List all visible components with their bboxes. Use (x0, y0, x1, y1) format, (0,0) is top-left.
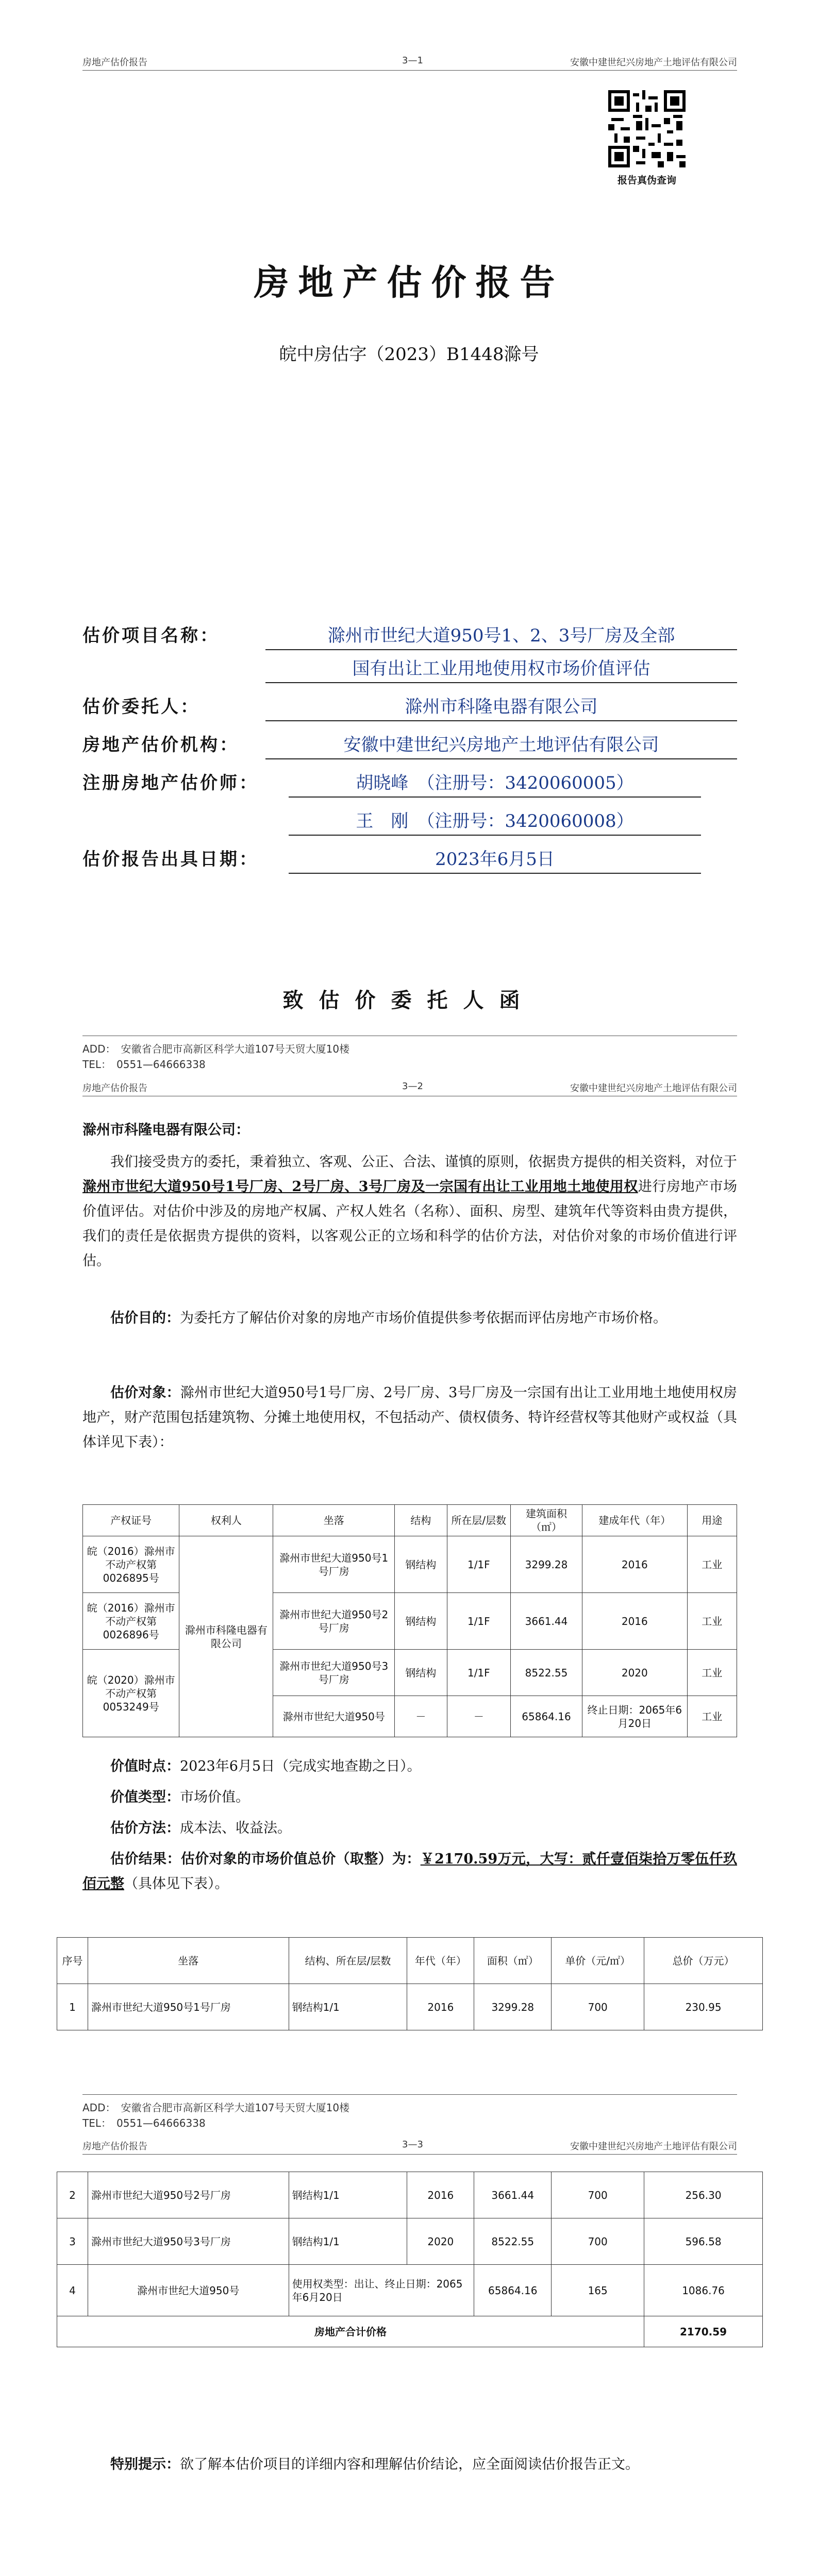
cell: 2016 (407, 1984, 474, 2030)
cell: 230.95 (644, 1984, 763, 2030)
column-header: 建筑面积（㎡） (510, 1505, 582, 1536)
cell: 滁州市世纪大道950号1号厂房 (88, 1984, 289, 2030)
cell-use: 工业 (687, 1650, 737, 1696)
cell-use: 工业 (687, 1593, 737, 1650)
cell: 滁州市世纪大道950号3号厂房 (88, 2218, 289, 2265)
cell: 2020 (407, 2218, 474, 2265)
valuation-table-continued (57, 2172, 763, 2347)
cover-row-date (82, 846, 737, 873)
cover-label: 估价项目名称： (82, 625, 220, 646)
letter-paragraph-1 (82, 1150, 737, 1274)
cover-value: 安徽中建世纪兴房地产土地评估有限公司 (265, 732, 737, 759)
cell-structure: 钢结构 (395, 1536, 447, 1593)
header-page-number: 3—1 (402, 55, 423, 66)
cell: 65864.16 (474, 2265, 552, 2316)
p1-highlight: 滁州市世纪大道950号1号厂房、2号厂房、3号厂房及一宗国有出让工业用地土地使用权 (82, 1179, 638, 1195)
cell-year: 2016 (582, 1536, 687, 1593)
cover-value: 2023年6月5日 (289, 846, 701, 874)
column-header: 结构、所在层/层数 (289, 1938, 407, 1984)
cell-location: 滁州市世纪大道950号1号厂房 (273, 1536, 395, 1593)
cover-row-appraiser (82, 770, 737, 796)
column-header: 序号 (57, 1938, 88, 1984)
cell: 钢结构1/1 (289, 2218, 407, 2265)
cell: 700 (552, 2218, 644, 2265)
cell-owner: 滁州市科隆电器有限公司 (179, 1536, 273, 1737)
cell-year: 2020 (582, 1650, 687, 1696)
object-text: 滁州市世纪大道950号1号厂房、2号厂房、3号厂房及一宗国有出让工业用地土地使用权房地产，财产范围包括建筑物、分摊土地使用权，不包括动产、债权债务、特许经营权等其他财产或权益（具体详见下表）： (82, 1385, 738, 1450)
value-time (82, 1754, 737, 1779)
cell: 3299.28 (474, 1984, 552, 2030)
cover-label: 房地产估价机构： (82, 735, 239, 755)
total-label: 房地产合计价格 (57, 2316, 644, 2347)
table-row (57, 2218, 763, 2265)
cell: 钢结构1/1 (289, 1984, 407, 2030)
cover-row-project-cont (82, 655, 737, 682)
special-note (82, 2452, 737, 2477)
cell-structure: － (395, 1696, 447, 1737)
page-header (82, 49, 737, 71)
column-header: 年代（年） (407, 1938, 474, 1984)
column-header: 坐落 (273, 1505, 395, 1536)
cell-cert: 皖（2020）滁州市不动产权第0053249号 (83, 1650, 179, 1737)
cell: 8522.55 (474, 2218, 552, 2265)
cover-value: 国有出让工业用地使用权市场价值评估 (265, 655, 737, 683)
property-table (82, 1504, 737, 1737)
value-time-text: 2023年6月5日（完成实地查勘之日）。 (180, 1758, 421, 1774)
cell-floor: 1/1F (447, 1536, 510, 1593)
footer-address: ADD： 安徽省合肥市高新区科学大道107号天贸大厦10楼 (82, 1043, 350, 1055)
column-header: 所在层/层数 (447, 1505, 510, 1536)
table-row (57, 2172, 763, 2218)
cell: 滁州市世纪大道950号2号厂房 (88, 2172, 289, 2218)
column-header: 面积（㎡） (474, 1938, 552, 1984)
value-time-label: 价值时点： (110, 1758, 180, 1774)
table-header-row (83, 1505, 737, 1536)
header-left: 房地产估价报告 (82, 2141, 147, 2152)
footer-tel: TEL： 0551—64666338 (82, 2117, 206, 2129)
page-header (82, 1075, 737, 1096)
cover-row-appraiser-2 (82, 808, 737, 835)
qr-code-icon (608, 90, 686, 167)
cell: 3661.44 (474, 2172, 552, 2218)
p1-text: 我们接受贵方的委托，秉着独立、客观、公正、合法、谨慎的原则，依据贵方提供的相关资料，对位于 (110, 1154, 737, 1170)
letter-title: 致估价委托人函 (282, 988, 536, 1012)
report-number: 皖中房估字（2023）B1448滁号 (279, 344, 539, 365)
header-left: 房地产估价报告 (82, 57, 147, 68)
cell: 滁州市世纪大道950号 (88, 2265, 289, 2316)
column-header: 产权证号 (83, 1505, 179, 1536)
cell-cert: 皖（2016）滁州市不动产权第0026896号 (83, 1593, 179, 1650)
table-row (83, 1536, 737, 1593)
value-type-label: 价值类型： (110, 1789, 180, 1805)
cell: 2 (57, 2172, 88, 2218)
column-header: 建成年代（年） (582, 1505, 687, 1536)
cell: 596.58 (644, 2218, 763, 2265)
report-title: 房地产估价报告 (254, 262, 564, 303)
header-right: 安徽中建世纪兴房地产土地评估有限公司 (570, 2141, 737, 2152)
header-page-number: 3—2 (402, 1081, 423, 1092)
letter-addressee: 滁州市科隆电器有限公司： (82, 1122, 249, 1138)
cell-structure: 钢结构 (395, 1650, 447, 1696)
cell-floor: － (447, 1696, 510, 1737)
cover-value: 滁州市世纪大道950号1、2、3号厂房及全部 (265, 622, 737, 650)
cell: 1 (57, 1984, 88, 2030)
cover-row-client (82, 693, 737, 720)
cell-area: 3661.44 (510, 1593, 582, 1650)
special-note-label: 特别提示： (110, 2456, 180, 2472)
special-note-text: 欲了解本估价项目的详细内容和理解估价结论，应全面阅读估价报告正文。 (180, 2456, 639, 2472)
header-page-number: 3—3 (402, 2139, 423, 2150)
cell: 1086.76 (644, 2265, 763, 2316)
page-footer (82, 1036, 737, 1072)
cell-year: 2016 (582, 1593, 687, 1650)
cell: 4 (57, 2265, 88, 2316)
cell-location: 滁州市世纪大道950号 (273, 1696, 395, 1737)
page-header (82, 2133, 737, 2155)
header-left: 房地产估价报告 (82, 1083, 147, 1094)
cover-label: 估价报告出具日期： (82, 849, 259, 870)
cell-area: 65864.16 (510, 1696, 582, 1737)
cover-value: 胡晓峰 （注册号：3420060005） (289, 770, 701, 798)
object-label: 估价对象： (110, 1385, 180, 1401)
table-header-row (57, 1938, 763, 1984)
cell: 使用权类型：出让、终止日期：2065年6月20日 (289, 2265, 474, 2316)
cell: 256.30 (644, 2172, 763, 2218)
column-header: 结构 (395, 1505, 447, 1536)
value-result-tail: （具体见下表）。 (124, 1876, 229, 1892)
cell-structure: 钢结构 (395, 1593, 447, 1650)
cell: 700 (552, 1984, 644, 2030)
value-type (82, 1785, 737, 1810)
header-right: 安徽中建世纪兴房地产土地评估有限公司 (570, 57, 737, 68)
cell-cert: 皖（2016）滁州市不动产权第0026895号 (83, 1536, 179, 1593)
cell: 钢结构1/1 (289, 2172, 407, 2218)
cell-area: 3299.28 (510, 1536, 582, 1593)
purpose-label: 估价目的： (110, 1310, 180, 1326)
column-header: 权利人 (179, 1505, 273, 1536)
letter-object (82, 1381, 737, 1455)
cell: 165 (552, 2265, 644, 2316)
column-header: 坐落 (88, 1938, 289, 1984)
cover-row-agency (82, 732, 737, 758)
cell-year: 终止日期：2065年6月20日 (582, 1696, 687, 1737)
qr-caption: 报告真伪查询 (617, 175, 676, 186)
cell-area: 8522.55 (510, 1650, 582, 1696)
value-result-amount: ￥2170.59万元，大写：贰仟壹佰柒拾万零伍仟玖佰元整 (82, 1851, 738, 1892)
column-header: 总价（万元） (644, 1938, 763, 1984)
value-result-label: 估价结果： (110, 1851, 181, 1867)
table-total-row (57, 2316, 763, 2347)
table-row (57, 2265, 763, 2316)
header-right: 安徽中建世纪兴房地产土地评估有限公司 (570, 1083, 737, 1094)
value-result-text: 估价对象的市场价值总价（取整）为： (180, 1851, 421, 1867)
purpose-text: 为委托方了解估价对象的房地产市场价值提供参考依据而评估房地产市场价格。 (180, 1310, 667, 1326)
page-footer (82, 2094, 737, 2131)
value-method-label: 估价方法： (110, 1820, 180, 1836)
value-result (82, 1847, 737, 1896)
column-header: 用途 (687, 1505, 737, 1536)
cell-use: 工业 (687, 1696, 737, 1737)
cell: 2016 (407, 2172, 474, 2218)
valuation-table (57, 1937, 763, 2030)
cover-label: 估价委托人： (82, 697, 200, 717)
p1-text-cont: 进行房地产市场价值评估。对估价中涉及的房地产权属、产权人姓名（名称）、面积、房型、建筑年代等资料由贵方提供，我们的责任是依据贵方提供的资料，以客观公正的立场和科学的估价方法，对估价对象的市场价值进行评估。 (82, 1179, 738, 1269)
cell: 700 (552, 2172, 644, 2218)
cover-value: 王 刚 （注册号：3420060008） (289, 808, 701, 836)
footer-tel: TEL： 0551—64666338 (82, 1058, 206, 1071)
qr-code[interactable] (608, 90, 686, 167)
value-method-text: 成本法、收益法。 (180, 1820, 291, 1836)
value-method (82, 1816, 737, 1841)
cover-row-project (82, 622, 737, 649)
cell-use: 工业 (687, 1536, 737, 1593)
cell-location: 滁州市世纪大道950号2号厂房 (273, 1593, 395, 1650)
cell-floor: 1/1F (447, 1593, 510, 1650)
cover-label: 注册房地产估价师： (82, 773, 259, 793)
cover-value: 滁州市科隆电器有限公司 (265, 693, 737, 721)
footer-address: ADD： 安徽省合肥市高新区科学大道107号天贸大厦10楼 (82, 2102, 350, 2114)
total-value: 2170.59 (644, 2316, 763, 2347)
cell-location: 滁州市世纪大道950号3号厂房 (273, 1650, 395, 1696)
cell-floor: 1/1F (447, 1650, 510, 1696)
table-row (57, 1984, 763, 2030)
column-header: 单价（元/㎡） (552, 1938, 644, 1984)
value-type-text: 市场价值。 (180, 1789, 249, 1805)
letter-purpose (82, 1306, 737, 1331)
cell: 3 (57, 2218, 88, 2265)
